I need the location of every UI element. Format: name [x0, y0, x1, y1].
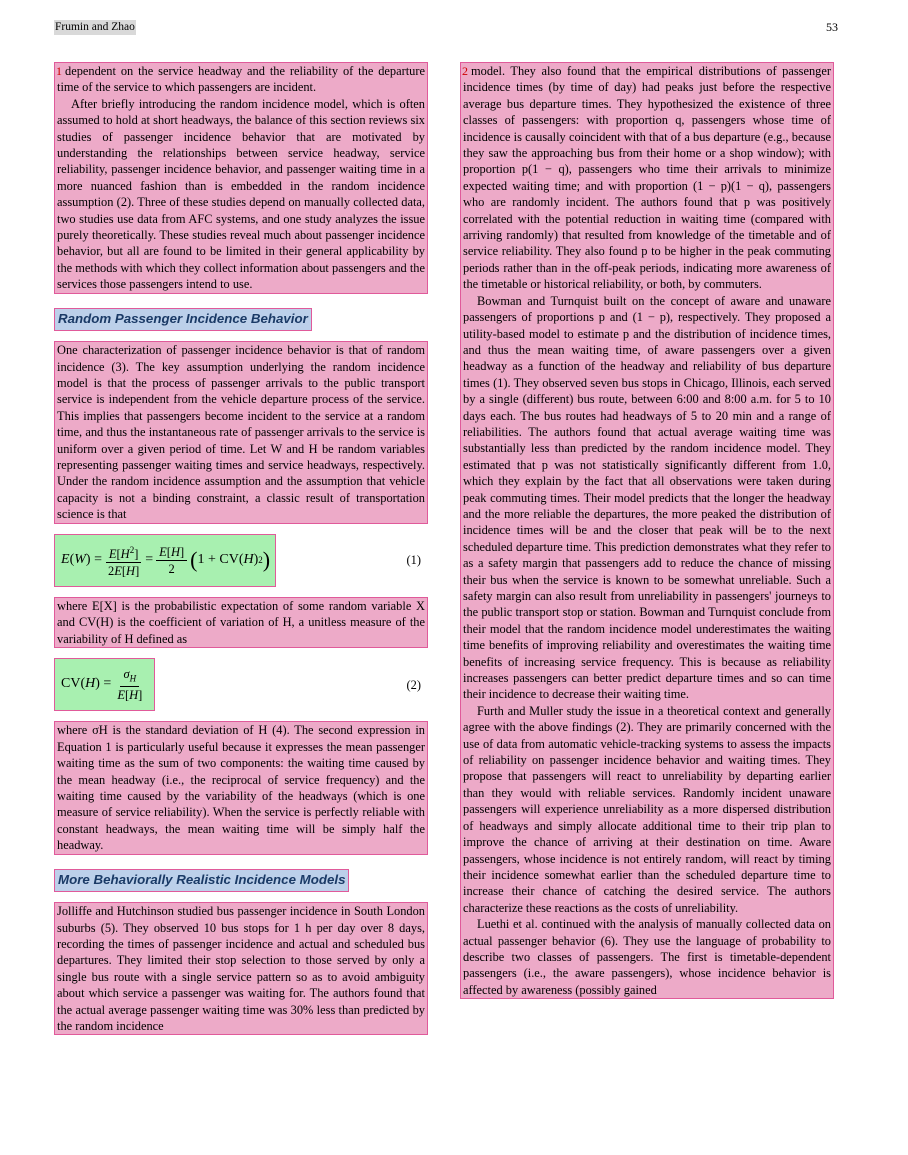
paragraph: model. They also found that the empirical distributions of passenger incidence times (by time of day) had peaks just before the respective average bus departure times. They hypothesized the existence of three classes of passengers: with proportion q, passengers whose time of incidence is causally coincident with that of a bus departure (e.g., because they saw the approaching bus from their home or a shop window); with proportion p(1 − q), passengers who time their arrivals to minimize expected waiting time; and with proportion (1 − p)(1 − q), passengers who are randomly incident. The authors found that p was positively correlated with the potential reduction in waiting time (compared with arriving randomly) that resulted from knowledge of the timetable and of service reliability. They also found p to be higher in the peak commuting periods rather than in the off-peak periods, indicating more awareness of the timetable or historical reliability, or both, by commuters. — [463, 64, 831, 292]
left-para-6-block — [54, 902, 428, 1035]
section-heading-1-wrap — [54, 308, 428, 331]
page-number: 53 — [826, 19, 838, 34]
left-para-4-block — [54, 597, 428, 648]
equation-1: E ( W ) = $\frac{E[H^2]}{2E[H]}$ = $\frac{E[H]}{2}$ ( 1 + CV( H ) 2 ) (1) — [54, 534, 276, 587]
section-heading-2-wrap — [54, 869, 428, 892]
spacer — [54, 892, 428, 902]
spacer — [54, 331, 428, 341]
paragraph: Furth and Muller study the issue in a theoretical context and generally agree with the above findings (2). They are primarily concerned with the use of data from automatic vehicle-tracking systems to assess the impacts of reliability on passenger incidence behavior and waiting times. They propose that passengers will react to unreliability by departing earlier than they would with reliable services. Randomly incident unaware passengers will experience unreliability as a more dispersed distribution of headways and simply allocate additional time to their trip plan to improve the chance of arriving at their destination on time. Aware passengers, whose incidence is not entirely random, will react by timing their incidence somewhat earlier than the scheduled departure time to increase their chance of catching the desired service. The authors characterize these reactions as the costs of unreliability. — [463, 703, 831, 915]
equation-2: CV( H ) = $\frac{\sigma_H}{E[H]}$ (2) — [54, 658, 155, 712]
right-body-block — [460, 62, 834, 999]
page-header — [54, 18, 838, 36]
spacer — [54, 855, 428, 869]
section-heading: Random Passenger Incidence Behavior — [54, 308, 312, 331]
paragraph: Bowman and Turnquist built on the concept of aware and unaware passengers of proportions p and (1 − p), respectively. They proposed a utility-based model to estimate p and the distribution of incidence times, and thus the mean waiting time, of aware passengers over a given headway as a function of the headway and reliability of bus departure times (1). They observed seven bus stops in Chicago, Illinois, each served by a single (different) bus route, between 6:00 and 8:00 a.m. for 5 to 10 days each. The bus routes had headways of 5 to 20 min and a range of reliabilities. The authors found that actual average waiting time was substantially less than predicted by the random incidence model. They estimated that p was not statistically significantly different from 1.0, which they explain by the fact that all observations were taken during peak commuting times. Their model predicts that the longer the headway and the more reliable the departures, the more peaked the distribution of incidence times will be and the closer that peak will be to the next scheduled departure time. This prediction demonstrates what they refer to as a safety margin that passengers add to reduce the chance of missing their bus when the service is known to be somewhat unreliable. Such a safety margin can also result from unreliability in passengers' journeys to the public transport stop or station. Bowman and Turnquist conclude from their model that the random incidence model underestimates the waiting time benefits of improving reliability and overestimates the waiting time benefits of increasing service frequency. This is because as reliability increases passengers can better predict departure times and so can time their incidence to decrease their waiting time. — [463, 293, 831, 702]
paragraph: where E[X] is the probabilistic expectation of some random variable X and CV(H) is the coefficient of variation of H, a unitless measure of the variability of H defined as — [57, 598, 425, 646]
column-marker-1: 1 — [56, 64, 62, 78]
left-para-1-block — [54, 62, 428, 294]
right-column — [460, 62, 834, 999]
column-marker-2: 2 — [462, 64, 468, 78]
left-para-5-block — [54, 721, 428, 854]
left-para-3-block — [54, 341, 428, 523]
spacer — [54, 587, 428, 597]
paragraph: where σH is the standard deviation of H (4). The second expression in Equation 1 is particularly useful because it expresses the mean passenger waiting time as the sum of two components: the waiting time caused by the mean headway (i.e., the reciprocal of service frequency) and the waiting time caused by the variability of the headways (which is one measure of service reliability). When the service is perfectly reliable with constant headways, the mean waiting time will be simply half the headway. — [57, 723, 425, 853]
equation-1-number: (1) — [406, 552, 421, 567]
spacer — [54, 711, 428, 721]
spacer — [54, 524, 428, 534]
paragraph: Luethi et al. continued with the analysis of manually collected data on actual passenger behavior (6). They use the language of probability to describe two classes of passengers. The first is timetable-dependent passengers (i.e., the aware passengers), whose incidence behavior is affected by awareness (possibly gained — [463, 917, 831, 997]
running-title: Frumin and Zhao — [55, 20, 135, 33]
spacer — [54, 294, 428, 308]
left-column — [54, 62, 428, 1035]
paragraph: After briefly introducing the random incidence model, which is often assumed to hold at short headways, the balance of this section reviews six studies of passenger incidence behavior that are motivated by understanding the relationships between service headway, service reliability, passenger incidence behavior, and passenger waiting time in a more nuanced fashion than is embedded in the random incidence assumption (2). Three of these studies depend on manually collected data, two studies use data from AFC systems, and one study analyzes the issue purely theoretically. These studies reveal much about passenger incidence behavior, but all are found to be limited in their general applicability by the methods with which they collect information about passengers and the services those passengers intend to use. — [57, 96, 425, 292]
paragraph: Jolliffe and Hutchinson studied bus passenger incidence in South London suburbs (5). They observed 10 bus stops for 1 h per day over 8 days, recording the times of passenger incidence and actual and scheduled bus departures. They limited their stop selection to those served by only a single bus route with a single service pattern so as to avoid ambiguity about which service a passenger was waiting for. The authors found that the actual average passenger waiting time was 30% less than predicted by the random incidence — [57, 904, 425, 1033]
paragraph: One characterization of passenger incidence behavior is that of random incidence (3). The key assumption underlying the random incidence model is that the process of passenger arrivals to the public transport service is independent from the vehicle departure process of the service. This implies that passengers become incident to the service at a random time, and thus the instantaneous rate of passenger arrivals to the service is uniform over a given period of time. Let W and H be random variables representing passenger waiting times and service headways, respectively. Under the random incidence assumption and the assumption that vehicle capacity is not a binding constraint, a classic result of transportation science is that — [57, 343, 425, 522]
section-heading: More Behaviorally Realistic Incidence Models — [54, 869, 349, 892]
equation-2-number: (2) — [406, 677, 421, 692]
paragraph: dependent on the service headway and the reliability of the departure time of the service to which passengers are incident. — [57, 64, 425, 95]
spacer — [54, 648, 428, 658]
